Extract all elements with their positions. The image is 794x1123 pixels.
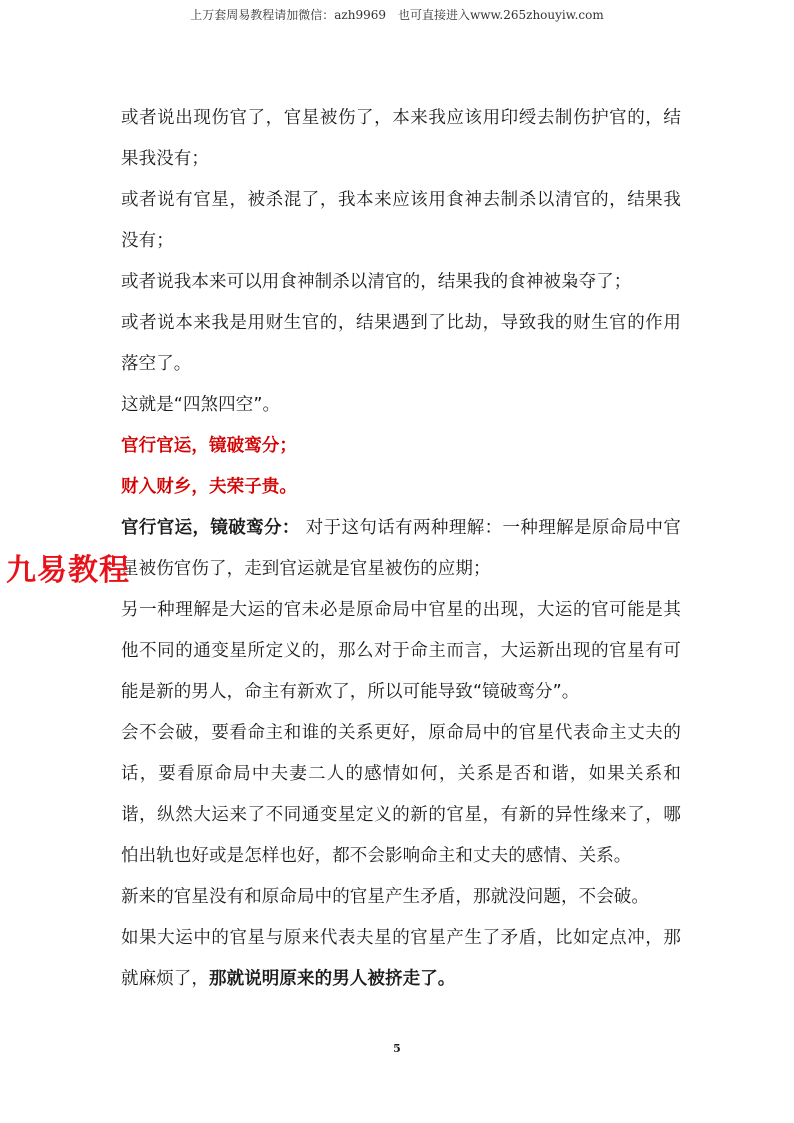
- paragraph-1: 或者说出现伤官了，官星被伤了，本来我应该用印绶去制伤护官的，结果我没有；: [121, 108, 681, 169]
- paragraph-8: 新来的官星没有和原命局中的官星产生矛盾，那就没问题，不会破。: [121, 887, 649, 907]
- watermark-logo: 九易教程: [6, 553, 130, 588]
- explanation-text: 对于这句话有两种理解：一种理解是原命局中官星被伤官伤了，走到官运就是官星被伤的应期；: [121, 518, 681, 579]
- paragraph-9-bold: 那就说明原来的男人被挤走了。: [209, 969, 456, 989]
- page-header: 上万套周易教程请加微信：azh9969 也可直接进入www.265zhouyiw.com: [190, 8, 604, 22]
- explanation-paragraph: [121, 508, 681, 590]
- paragraph-9-text: 如果大运中的官星与原来代表夫星的官星产生了矛盾，比如定点冲，那就麻烦了，: [121, 928, 681, 989]
- paragraph-2: 或者说有官星，被杀混了，我本来应该用食神去制杀以清官的，结果我没有；: [121, 190, 681, 251]
- explanation-term: 官行官运，镜破鸾分：: [121, 518, 300, 538]
- paragraph-9: [121, 918, 681, 1000]
- page-number: 5: [393, 1042, 401, 1055]
- paragraph-6: 另一种理解是大运的官未必是原命局中官星的出现，大运的官可能是其他不同的通变星所定义的，那么对于命主而言，大运新出现的官星有可能是新的男人，命主有新欢了，所以可能导致“镜破鸾分”。: [121, 600, 681, 702]
- document-body: [121, 98, 681, 1000]
- paragraph-3: 或者说我本来可以用食神制杀以清官的，结果我的食神被枭夺了；: [121, 272, 632, 292]
- red-heading-2: 财入财乡，夫荣子贵。: [121, 477, 297, 497]
- red-heading-1: 官行官运，镜破鸾分；: [121, 436, 297, 456]
- paragraph-4: 或者说本来我是用财生官的，结果遇到了比劫，导致我的财生官的作用落空了。: [121, 313, 681, 374]
- paragraph-7: 会不会破，要看命主和谁的关系更好，原命局中的官星代表命主丈夫的话，要看原命局中夫妻二人的感情如何，关系是否和谐，如果关系和谐，纵然大运来了不同通变星定义的新的官星，有新的异性缘来了，哪怕出轨也好或是怎样也好，都不会影响命主和丈夫的感情、关系。: [121, 723, 681, 866]
- paragraph-5: 这就是“四煞四空”。: [121, 395, 281, 415]
